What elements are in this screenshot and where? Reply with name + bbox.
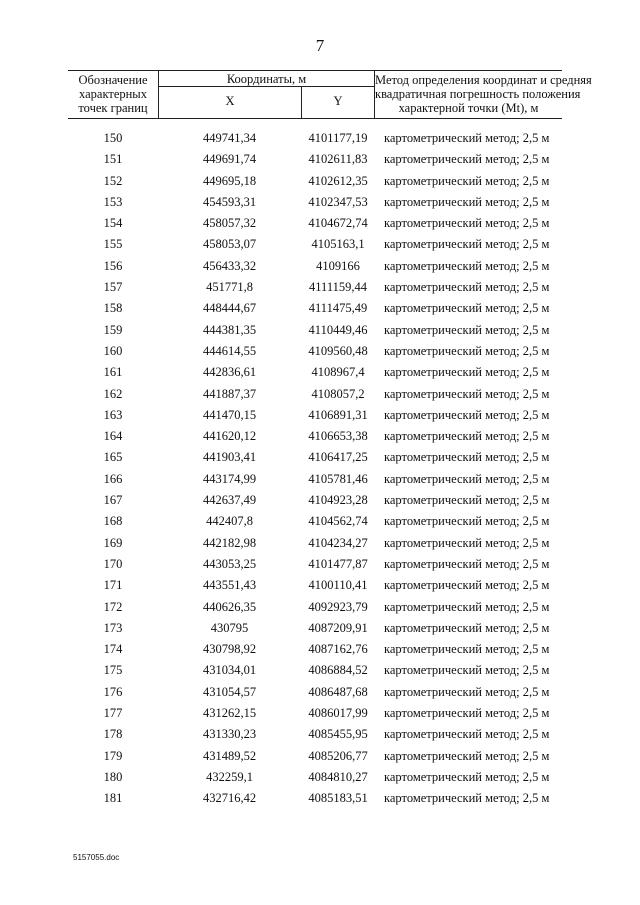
point-number: 166 [103, 471, 123, 486]
y-coordinate: 4087162,76 [308, 642, 368, 657]
method-value: картометрический метод; 2,5 м [384, 769, 550, 784]
coordinates-table-body [68, 128, 562, 810]
point-number: 179 [103, 748, 123, 763]
y-coordinate: 4105163,1 [311, 237, 365, 252]
y-coordinate: 4101177,19 [308, 131, 368, 145]
page-number: 7 [315, 36, 325, 55]
header-line: точек границ [78, 101, 148, 115]
y-coordinate: 4101477,87 [308, 556, 368, 571]
y-coordinate: 4109560,48 [308, 343, 368, 358]
y-coordinate: 4110449,46 [308, 322, 368, 337]
table-row [68, 405, 562, 426]
method-value: картометрический метод; 2,5 м [384, 663, 550, 678]
table-row [68, 171, 562, 192]
table-row [68, 533, 562, 554]
point-number: 158 [103, 301, 123, 316]
x-coordinate: 431489,52 [202, 748, 257, 763]
point-number: 157 [103, 280, 123, 295]
point-number: 169 [103, 535, 123, 550]
method-value: картометрический метод; 2,5 м [384, 343, 550, 358]
table-header [68, 70, 592, 119]
method-value: картометрический метод; 2,5 м [384, 152, 550, 167]
y-coordinate: 4086017,99 [308, 706, 368, 721]
table-row [68, 256, 562, 277]
y-coordinate: 4084810,27 [308, 769, 368, 784]
table-row [68, 298, 562, 319]
method-value: картометрический метод; 2,5 м [384, 131, 550, 145]
point-number: 155 [103, 237, 123, 252]
method-value: картометрический метод; 2,5 м [384, 216, 550, 231]
table-row [68, 362, 562, 383]
method-value: картометрический метод; 2,5 м [384, 429, 550, 444]
y-coordinate: 4105781,46 [308, 471, 368, 486]
point-number: 172 [103, 599, 123, 614]
point-number: 154 [103, 216, 123, 231]
y-coordinate: 4104562,74 [308, 514, 368, 529]
y-coordinate: 4111475,49 [308, 301, 368, 316]
x-coordinate: 449695,18 [202, 173, 257, 188]
y-coordinate: 4106653,38 [308, 429, 368, 444]
y-coordinate: 4100110,41 [308, 578, 368, 593]
x-coordinate: 440626,35 [202, 599, 257, 614]
x-coordinate: 444614,55 [202, 343, 257, 358]
point-number: 178 [103, 727, 123, 742]
table-row [68, 788, 562, 809]
table-row [68, 511, 562, 532]
y-coordinate: 4087209,91 [308, 620, 368, 635]
table-row [68, 234, 562, 255]
y-coordinate: 4106891,31 [308, 407, 368, 422]
method-value: картометрический метод; 2,5 м [384, 620, 550, 635]
point-number: 168 [103, 514, 123, 529]
method-value: картометрический метод; 2,5 м [384, 684, 550, 699]
x-coordinate: 430795 [210, 620, 249, 635]
y-coordinate: 4102611,83 [308, 152, 368, 167]
y-coordinate: 4104923,28 [308, 493, 368, 508]
table-row [68, 320, 562, 341]
x-coordinate: 442836,61 [202, 365, 257, 380]
y-coordinate: 4104234,27 [308, 535, 368, 550]
method-value: картометрический метод; 2,5 м [384, 450, 550, 465]
point-number: 163 [103, 407, 123, 422]
table-row [68, 213, 562, 234]
y-coordinate: 4104672,74 [308, 216, 368, 231]
table-row [68, 660, 562, 681]
method-value: картометрический метод; 2,5 м [384, 642, 550, 657]
coordinates-title: Координаты, м [159, 71, 374, 87]
table-row [68, 447, 562, 468]
method-value: картометрический метод; 2,5 м [384, 194, 550, 209]
table-row [68, 767, 562, 788]
table-row [68, 192, 562, 213]
x-coordinate: 441903,41 [202, 450, 257, 465]
point-number: 164 [103, 429, 123, 444]
table-row [68, 597, 562, 618]
table-row [68, 575, 562, 596]
x-coordinate: 431262,15 [202, 706, 257, 721]
point-number: 153 [103, 194, 123, 209]
table-row [68, 341, 562, 362]
point-number: 151 [103, 152, 123, 167]
y-coordinate: 4108057,2 [311, 386, 365, 401]
x-coordinate: 442182,98 [202, 535, 257, 550]
point-number: 175 [103, 663, 123, 678]
point-number: 176 [103, 684, 123, 699]
table-row [68, 554, 562, 575]
method-value: картометрический метод; 2,5 м [384, 258, 550, 273]
table-row [68, 384, 562, 405]
method-header [375, 71, 592, 118]
point-label-header [68, 71, 158, 118]
method-value: картометрический метод; 2,5 м [384, 471, 550, 486]
table-row [68, 128, 562, 149]
table-row [68, 618, 562, 639]
method-value: картометрический метод; 2,5 м [384, 365, 550, 380]
y-coordinate: 4108967,4 [311, 365, 365, 380]
x-coordinate: 448444,67 [202, 301, 257, 316]
point-number: 174 [103, 642, 123, 657]
x-coordinate: 443053,25 [202, 556, 257, 571]
file-name: 5157055.doc [73, 853, 120, 862]
point-number: 171 [103, 578, 123, 593]
x-coordinate: 454593,31 [202, 194, 257, 209]
x-coordinate: 431054,57 [202, 684, 257, 699]
x-coordinate: 430798,92 [202, 642, 257, 657]
x-coordinate: 432259,1 [206, 769, 253, 784]
table-row [68, 277, 562, 298]
point-number: 156 [103, 258, 123, 273]
x-coordinate: 441470,15 [202, 407, 257, 422]
x-coordinate: 449741,34 [202, 131, 257, 145]
x-column-header: X [159, 87, 302, 118]
x-coordinate: 451771,8 [206, 280, 253, 295]
y-coordinate: 4106417,25 [308, 450, 368, 465]
x-coordinate: 442407,8 [206, 514, 253, 529]
point-number: 165 [103, 450, 123, 465]
method-value: картометрический метод; 2,5 м [384, 599, 550, 614]
table-row [68, 724, 562, 745]
table-row [68, 746, 562, 767]
y-coordinate: 4092923,79 [308, 599, 368, 614]
method-value: картометрический метод; 2,5 м [384, 748, 550, 763]
x-coordinate: 458053,07 [202, 237, 257, 252]
x-coordinate: 443174,99 [202, 471, 257, 486]
table-row [68, 426, 562, 447]
point-number: 150 [103, 131, 123, 145]
point-number: 159 [103, 322, 123, 337]
table-row [68, 149, 562, 170]
point-number: 161 [103, 365, 123, 380]
method-value: картометрический метод; 2,5 м [384, 706, 550, 721]
point-number: 177 [103, 706, 123, 721]
coordinates-header [158, 71, 375, 118]
x-coordinate: 456433,32 [202, 258, 257, 273]
method-value: картометрический метод; 2,5 м [384, 791, 550, 806]
y-coordinate: 4102347,53 [308, 194, 368, 209]
x-coordinate: 458057,32 [202, 216, 257, 231]
point-number: 173 [103, 620, 123, 635]
y-coordinate: 4111159,44 [309, 280, 367, 295]
y-coordinate: 4085455,95 [308, 727, 368, 742]
header-line: характерных [79, 87, 147, 101]
method-value: картометрический метод; 2,5 м [384, 280, 550, 295]
point-number: 167 [103, 493, 123, 508]
header-line: квадратичная погрешность положения [375, 87, 581, 101]
method-value: картометрический метод; 2,5 м [384, 237, 550, 252]
table-row [68, 703, 562, 724]
x-coordinate: 444381,35 [202, 322, 257, 337]
y-coordinate: 4086884,52 [308, 663, 368, 678]
y-coordinate: 4086487,68 [308, 684, 368, 699]
point-number: 180 [103, 769, 123, 784]
method-value: картометрический метод; 2,5 м [384, 301, 550, 316]
y-coordinate: 4085183,51 [308, 791, 368, 806]
y-coordinate: 4109166 [316, 258, 360, 273]
method-value: картометрический метод; 2,5 м [384, 535, 550, 550]
table-row [68, 490, 562, 511]
method-value: картометрический метод; 2,5 м [384, 493, 550, 508]
table-row [68, 639, 562, 660]
header-line: Метод определения координат и средняя [375, 73, 592, 87]
method-value: картометрический метод; 2,5 м [384, 173, 550, 188]
point-number: 181 [103, 791, 123, 806]
point-number: 170 [103, 556, 123, 571]
method-value: картометрический метод; 2,5 м [384, 514, 550, 529]
method-value: картометрический метод; 2,5 м [384, 727, 550, 742]
point-number: 152 [103, 173, 123, 188]
point-number: 160 [103, 343, 123, 358]
x-coordinate: 442637,49 [202, 493, 257, 508]
table-row [68, 682, 562, 703]
method-value: картометрический метод; 2,5 м [384, 556, 550, 571]
method-value: картометрический метод; 2,5 м [384, 578, 550, 593]
y-column-header: Y [333, 94, 343, 108]
y-coordinate: 4102612,35 [308, 173, 368, 188]
x-coordinate: 443551,43 [202, 578, 257, 593]
point-number: 162 [103, 386, 123, 401]
table-row [68, 469, 562, 490]
x-coordinate: 431330,23 [202, 727, 257, 742]
x-coordinate: 449691,74 [202, 152, 257, 167]
method-value: картометрический метод; 2,5 м [384, 407, 550, 422]
header-line: Обозначение [78, 73, 148, 87]
header-line: характерной точки (Mt), м [398, 101, 539, 115]
x-coordinate: 432716,42 [202, 791, 257, 806]
x-coordinate: 431034,01 [202, 663, 257, 678]
y-coordinate: 4085206,77 [308, 748, 368, 763]
method-value: картометрический метод; 2,5 м [384, 386, 550, 401]
x-coordinate: 441620,12 [202, 429, 257, 444]
x-coordinate: 441887,37 [202, 386, 257, 401]
method-value: картометрический метод; 2,5 м [384, 322, 550, 337]
